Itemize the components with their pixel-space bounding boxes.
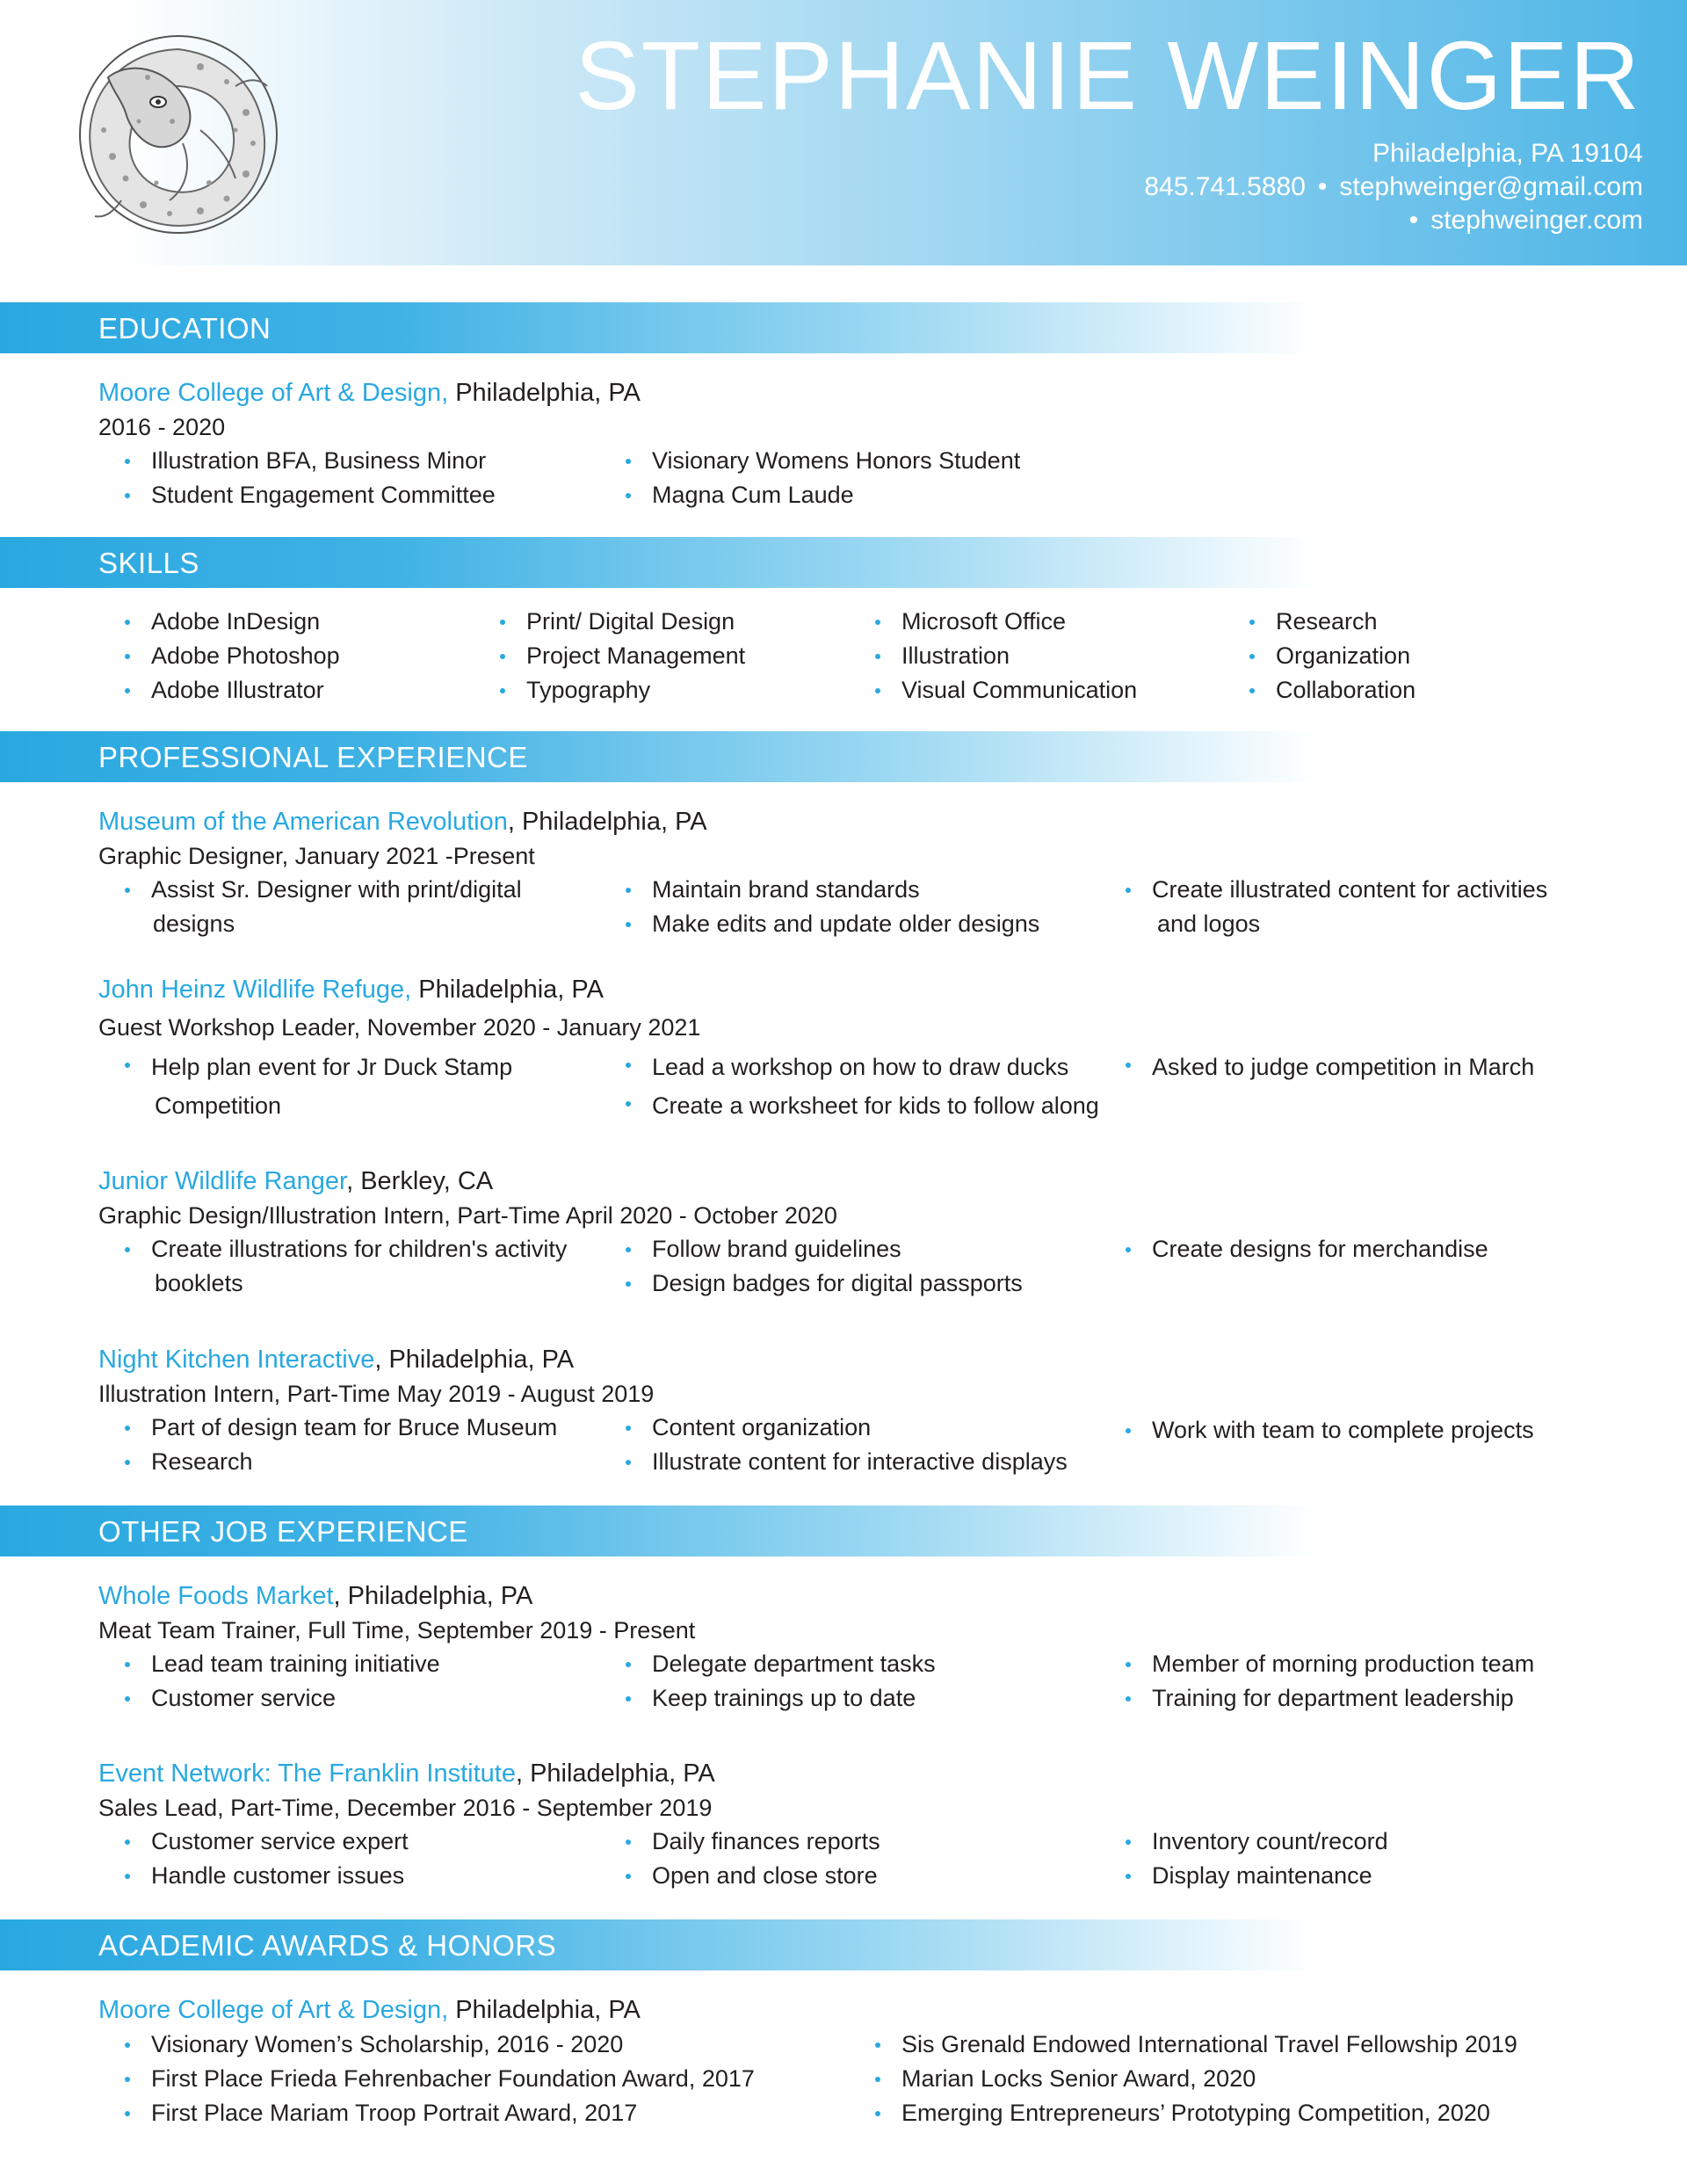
list-item: Visionary Womens Honors Student [599,444,1020,478]
list-item: Help plan event for Jr Duck Stamp [98,1048,512,1086]
job-entry [98,804,1627,943]
job-role: Sales Lead, Part-Time, December 2016 - September 2019 [98,1795,713,1821]
list-item: Delegate department tasks [599,1647,936,1681]
lizard-illustration-icon [60,25,297,244]
list-item: Make edits and update older designs [599,907,1039,941]
list-item: Content organization [599,1411,1068,1445]
website-link[interactable]: stephweinger.com [1430,206,1643,235]
job-entry [98,1578,1627,1717]
list-item: Adobe InDesign [98,605,340,639]
org-location: , Philadelphia, PA [515,1760,715,1788]
list-item: Marian Locks Senior Award, 2020 [849,2062,1517,2096]
org-name: Moore College of Art & Design, [98,379,449,407]
list-item: Design badges for digital passports [599,1266,1023,1301]
list-item-continuation: booklets [155,1270,243,1296]
job-entry [98,1342,1627,1481]
resume-name: STEPHANIE WEINGER [575,22,1641,130]
list-item: First Place Frieda Fehrenbacher Foundation Award, 2017 [98,2062,755,2096]
education-entry [98,375,1627,514]
org-location: Philadelphia, PA [448,379,641,407]
skills-heading-band [0,537,1318,588]
list-item: Create a worksheet for kids to follow along [599,1086,1099,1125]
list-item: Create illustrated content for activities [1099,873,1547,907]
list-item: Student Engagement Committee [98,478,496,512]
list-item: Create illustrations for children's activity [98,1232,567,1266]
org-name: Museum of the American Revolution [98,808,508,836]
org-name: Moore College of Art & Design, [98,1996,449,2024]
list-item: Illustration [849,639,1137,673]
education-heading-band [0,302,1318,353]
list-item: Illustrate content for interactive displays [599,1445,1068,1479]
awards-entry [98,1992,1627,2133]
list-item: First Place Mariam Troop Portrait Award, 2017 [98,2096,755,2130]
list-item: Follow brand guidelines [599,1232,1023,1266]
section-heading: EDUCATION [98,312,272,345]
contact-info [1144,137,1643,237]
list-item: Display maintenance [1099,1859,1388,1893]
section-heading: SKILLS [98,547,199,579]
org-location: , Philadelphia, PA [507,808,707,836]
list-item: Member of morning production team [1099,1647,1534,1681]
list-item: Microsoft Office [849,605,1137,639]
list-item: Customer service expert [98,1825,409,1859]
list-item: Organization [1223,639,1415,673]
list-item-continuation: Competition [155,1092,282,1119]
list-item-continuation: and logos [1157,911,1261,937]
education-dates: 2016 - 2020 [98,414,226,440]
job-entry [98,1164,1627,1302]
org-name: Night Kitchen Interactive [98,1346,375,1374]
address: Philadelphia, PA 19104 [1372,139,1643,168]
other-heading-band [0,1506,1318,1556]
org-location: Philadelphia, PA [448,1996,641,2024]
org-name: Whole Foods Market [98,1582,334,1610]
org-location: Philadelphia, PA [411,976,604,1004]
job-role: Guest Workshop Leader, November 2020 - January 2021 [98,1014,701,1041]
section-heading: ACADEMIC AWARDS & HONORS [98,1929,557,1962]
list-item: Print/ Digital Design [474,605,745,639]
list-item: Maintain brand standards [599,873,1039,907]
org-name: Event Network: The Franklin Institute [98,1760,516,1788]
org-name: Junior Wildlife Ranger [98,1167,347,1195]
list-item: Project Management [474,639,745,673]
job-role: Graphic Design/Illustration Intern, Part-Time April 2020 - October 2020 [98,1202,837,1229]
list-item: Research [1223,605,1415,639]
list-item: Part of design team for Bruce Museum [98,1411,557,1445]
list-item: Adobe Photoshop [98,639,340,673]
list-item: Work with team to complete projects [1099,1413,1534,1448]
list-item: Illustration BFA, Business Minor [98,444,496,478]
list-item: Sis Grenald Endowed International Travel Fellowship 2019 [849,2028,1517,2062]
list-item: Inventory count/record [1099,1825,1388,1859]
list-item: Collaboration [1223,673,1415,707]
list-item: Keep trainings up to date [599,1681,936,1716]
list-item: Typography [474,673,745,707]
list-item: Assist Sr. Designer with print/digital [98,873,522,907]
list-item: Visual Communication [849,673,1137,707]
list-item: Open and close store [599,1859,880,1893]
org-location: , Philadelphia, PA [333,1582,533,1610]
list-item: Create designs for merchandise [1099,1232,1488,1266]
separator-bullet: • [1317,172,1328,201]
list-item: Training for department leadership [1099,1681,1534,1716]
awards-heading-band [0,1919,1318,1970]
job-role: Meat Team Trainer, Full Time, September 2019 - Present [98,1617,696,1643]
header-banner [0,0,1687,265]
list-item-continuation: designs [153,911,235,937]
separator-bullet: • [1408,206,1419,235]
org-location: , Philadelphia, PA [374,1346,575,1374]
list-item: Research [98,1445,557,1479]
job-role: Illustration Intern, Part-Time May 2019 - August 2019 [98,1381,655,1407]
list-item: Handle customer issues [98,1859,409,1893]
list-item: Lead a workshop on how to draw ducks [599,1048,1099,1086]
professional-heading-band [0,731,1318,782]
list-item: Visionary Women’s Scholarship, 2016 - 2020 [98,2028,755,2062]
list-item: Emerging Entrepreneurs’ Prototyping Competition, 2020 [849,2096,1517,2130]
section-heading: PROFESSIONAL EXPERIENCE [98,741,528,773]
skills-list [98,605,1627,710]
list-item: Daily finances reports [599,1825,880,1859]
list-item: Adobe Illustrator [98,673,340,707]
job-role: Graphic Designer, January 2021 -Present [98,843,535,869]
phone: 845.741.5880 [1144,172,1306,201]
list-item: Customer service [98,1681,440,1716]
org-name: John Heinz Wildlife Refuge, [98,976,412,1004]
job-entry [98,972,1627,1127]
list-item: Lead team training initiative [98,1647,440,1681]
list-item: Magna Cum Laude [599,478,1020,512]
org-location: , Berkley, CA [346,1167,494,1195]
list-item: Asked to judge competition in March [1099,1048,1534,1086]
email-link[interactable]: stephweinger@gmail.com [1339,172,1643,201]
section-heading: OTHER JOB EXPERIENCE [98,1515,468,1548]
job-entry [98,1756,1627,1895]
